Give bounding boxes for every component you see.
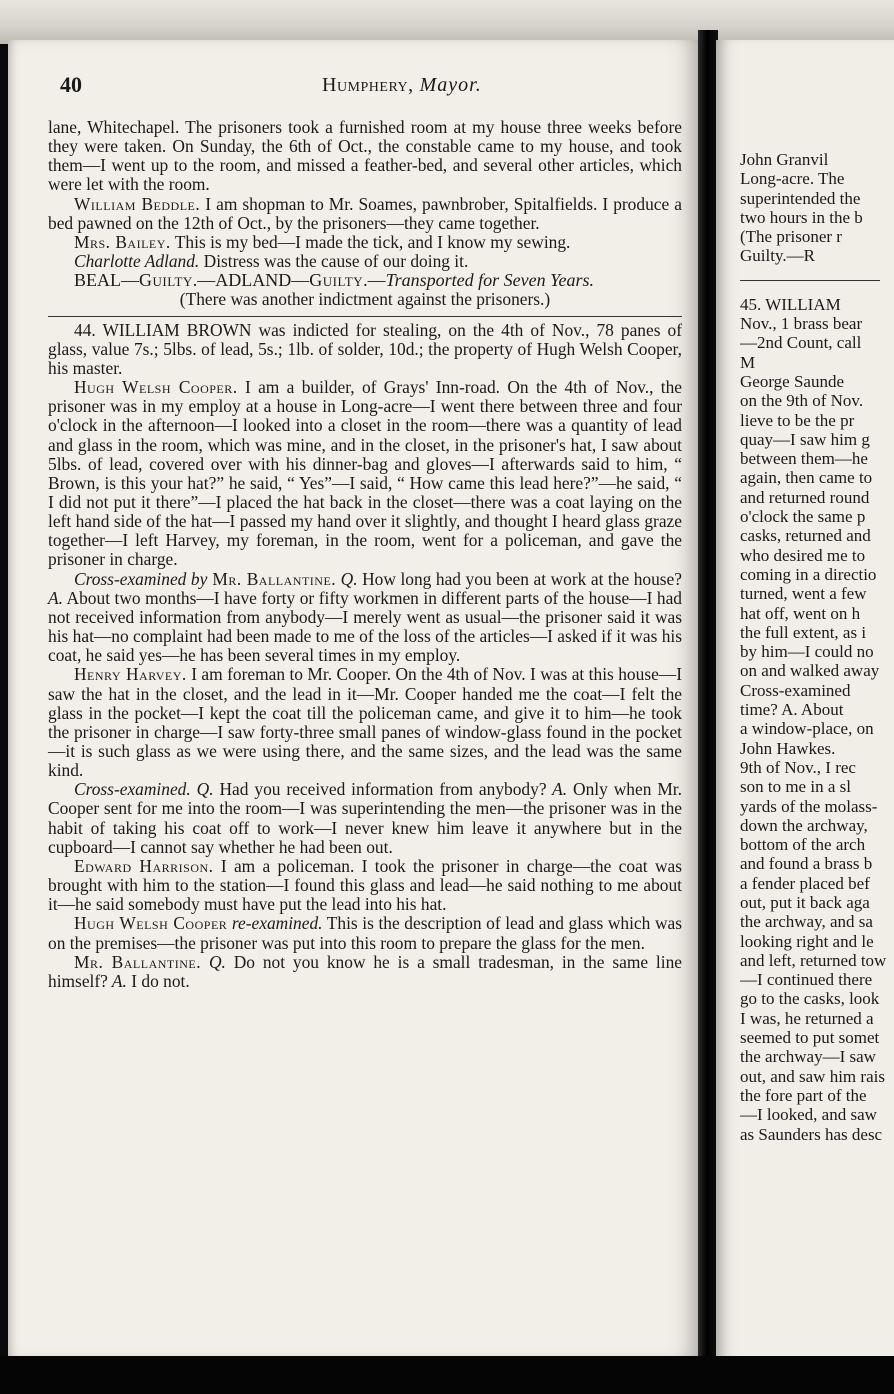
testimony-harrison: [48, 857, 682, 914]
right-line: John Hawkes.: [740, 738, 836, 758]
testimony-beddle: [48, 195, 682, 233]
right-line: (The prisoner r: [740, 227, 842, 247]
right-line: two hours in the b: [740, 207, 863, 227]
right-line: on and walked away: [740, 661, 880, 681]
right-line: I was, he returned a: [740, 1008, 874, 1028]
testimony-bailey: [48, 233, 682, 252]
right-line: the archway, and sa: [740, 912, 873, 932]
running-head-name: Humphery,: [322, 74, 414, 96]
right-line: go to the casks, look: [740, 989, 880, 1009]
witness-name: Hugh Welsh Cooper.: [74, 377, 238, 398]
question-marker: Q.: [190, 779, 214, 800]
right-line: George Saunde: [740, 371, 845, 391]
right-line: —I continued there: [740, 970, 873, 990]
testimony-text: I am a builder, of Grays' Inn-road. On the 4th of Nov., the prisoner was in my employ at a house in Long-acre—I went there between three and four o'clock in the afternoon—I looked into a closet in the room—there was a quantity of lead and glass in the room, which was mine, and in the closet, in the prisoner's hat, I saw about 5lbs. of lead, covered over with his dinner-bag and gloves—I afterwards said to him, “ Brown, is this your hat?” he said, “ Yes”—I said, “ How came this lead here?”—he said, “ I did not put it there”—I placed the hat back in the closet—there was a coat laying on the left hand side of the hat—I passed my hand over it slightly, and thought I heard glass graze together—I left Harvey, my foreman, in the room, went for a policeman, and gave the prisoner in charge.: [48, 377, 683, 570]
right-line: 9th of Nov., I rec: [740, 757, 856, 777]
running-head-title: Mayor.: [419, 74, 482, 96]
right-line: and left, returned tow: [740, 950, 887, 970]
question-marker: Q.: [336, 568, 358, 589]
right-line: time? A. About: [740, 700, 844, 720]
testimony-text: This is my bed—I made the tick, and I know my sewing.: [170, 231, 571, 252]
right-line: a window-place, on: [740, 719, 874, 739]
right-line: the fore part of the: [740, 1085, 867, 1105]
witness-name: Hugh Welsh Cooper: [74, 913, 228, 934]
right-line: and returned round: [740, 487, 870, 507]
re-examined-label: re-examined.: [227, 913, 323, 934]
left-column: [48, 118, 682, 991]
scan-top-edge: [0, 0, 894, 44]
right-line: lieve to be the pr: [740, 410, 855, 430]
right-line: seemed to put somet: [740, 1028, 880, 1048]
right-line: coming in a directio: [740, 564, 877, 584]
testimony-text: This is the description of lead and glass which was on the premises—the prisoner was put into this room to prepare the glass for the men.: [48, 913, 682, 953]
verdict: [48, 271, 682, 290]
verdict-note: (There was another indictment against the prisoners.): [179, 289, 551, 310]
re-examination-cooper: [48, 914, 682, 952]
right-line: as Saunders has desc: [740, 1124, 883, 1144]
right-line: again, then came to: [740, 468, 873, 488]
running-head: [322, 74, 482, 97]
right-line: out, and saw him rais: [740, 1066, 885, 1086]
right-line: looking right and le: [740, 931, 874, 951]
testimony-text: About two months—I have forty or fifty workmen in different parts of the house—I had not received information from anybody—I merely went as usual—the prisoner said it was his hat—no complaint had been made to me of the loss of the articles—I asked if it was his coat, he said yes—he has been several times in my employ.: [48, 587, 682, 666]
right-fragment-b: [740, 295, 894, 1144]
right-line: the archway—I saw: [740, 1047, 876, 1067]
verdict-part: .—ADLAND—: [192, 270, 310, 291]
question-ballantine: [48, 953, 682, 991]
witness-name: Mrs. Bailey.: [74, 231, 171, 252]
right-line: Cross-examined: [740, 680, 851, 700]
right-line: a fender placed bef: [740, 873, 870, 893]
right-line: superintended the: [740, 188, 861, 208]
page-number: 40: [60, 72, 82, 97]
testimony-text: I am shopman to Mr. Soames, pawnbrober, Spitalfields. I produce a bed pawned on the 12th of Oct., by the prisoners—they came together.: [48, 193, 682, 233]
scan-bottom-edge: [0, 1356, 894, 1394]
verdict-part: .—: [363, 270, 386, 291]
right-line: hat off, went on h: [740, 603, 861, 623]
right-line: 45. WILLIAM: [740, 294, 841, 314]
right-line: who desired me to: [740, 545, 866, 565]
right-line: between them—he: [740, 449, 868, 469]
answer-marker: A.: [48, 587, 63, 608]
answer-marker: A.: [107, 970, 127, 991]
right-line: quay—I saw him g: [740, 429, 870, 449]
case-heading-44: 44. WILLIAM BROWN was indicted for stealing, on the 4th of Nov., 78 panes of glass, value 7s.; 5lbs. of lead, 5s.; 1lb. of solder, 10d.; the property of Hugh Welsh Cooper, his master.: [48, 319, 682, 378]
testimony-text: Had you received information from anybody?: [213, 779, 547, 800]
right-line: o'clock the same p: [740, 507, 866, 527]
verdict-guilty: Guilty: [309, 270, 364, 291]
right-line: down the archway,: [740, 815, 868, 835]
right-line: Long-acre. The: [740, 169, 845, 189]
right-line: yards of the molass-: [740, 796, 878, 816]
testimony-text: I do not.: [126, 970, 190, 991]
testimony-text: Only when Mr. Cooper sent for me into the room—I was superintending the men—the prisoner was in the habit of taking his coat off to work—I never knew him leave it anywhere but in the cupboard—I cannot say whether he had been out.: [48, 779, 682, 857]
right-line: Guilty.—R: [740, 246, 815, 266]
right-line: on the 9th of Nov.: [740, 391, 864, 411]
cross-label: Cross-examined by: [74, 568, 208, 589]
right-line: the full extent, as i: [740, 622, 867, 642]
right-column-fragment: [740, 150, 894, 1144]
verdict-guilty: Guilty: [139, 270, 193, 291]
witness-name: Henry Harvey.: [74, 664, 187, 685]
testimony-text: I am foreman to Mr. Cooper. On the 4th of Nov. I was at this house—I saw the hat in the closet, and the lead in it—Mr. Cooper handed me the coat—I felt the glass in the pocket—I kept the coat till the policeman came, and give it to him—he took the prisoner in charge—I saw forty-three small panes of window-glass found in the pocket—it is such glass as we were using there, and the same sizes, and the lead was the same kind.: [48, 664, 682, 781]
right-line: out, put it back aga: [740, 892, 870, 912]
book-gutter: [698, 30, 718, 1370]
page-header: [52, 72, 672, 102]
cross-examination-cooper: [48, 570, 682, 666]
witness-name: William Beddle.: [74, 193, 201, 214]
right-line: bottom of the arch: [740, 835, 866, 855]
cross-examination-harvey: [48, 780, 682, 857]
right-line: son to me in a sl: [740, 777, 851, 797]
verdict-sentence: Transported for Seven Years.: [385, 270, 594, 291]
counsel-name: Mr. Ballantine.: [74, 951, 202, 972]
testimony-text: Distress was the cause of our doing it.: [199, 251, 469, 272]
right-line: —2nd Count, call: [740, 333, 862, 353]
right-line: M: [740, 352, 756, 372]
section-rule: [48, 316, 682, 317]
right-line: John Granvil: [740, 150, 829, 169]
answer-marker: A.: [546, 779, 568, 800]
testimony-cooper: [48, 378, 682, 570]
testimony-text: How long had you been at work at the house?: [357, 568, 682, 589]
question-marker: Q.: [201, 951, 226, 972]
right-fragment-a: [740, 150, 894, 266]
right-line: casks, returned and: [740, 526, 871, 546]
right-line: Nov., 1 brass bear: [740, 314, 863, 334]
right-line: by him—I could no: [740, 642, 874, 662]
verdict-part: BEAL—: [74, 270, 139, 291]
testimony-text: Do not you know he is a small tradesman, in the same line himself?: [48, 951, 683, 991]
right-line: —I looked, and saw: [740, 1105, 877, 1125]
right-line: turned, went a few: [740, 584, 867, 604]
witness-name: Edward Harrison.: [74, 855, 214, 876]
paragraph-continuation: lane, Whitechapel. The prisoners took a furnished room at my house three weeks before they were taken. On Sunday, the 6th of Oct., the constable came to my house, and took them—I went up to the room, and missed a feather-bed, and several other articles, which were let with the room.: [48, 117, 682, 195]
cross-label: Cross-examined.: [74, 779, 191, 800]
witness-name: Charlotte Adland.: [74, 251, 200, 272]
testimony-adland: [48, 252, 682, 271]
testimony-harvey: [48, 665, 682, 780]
testimony-text: I am a policeman. I took the prisoner in charge—the coat was brought with him to the station—I found this glass and lead—he said nothing to me about it—he said somebody must have put the lead into his hat.: [48, 855, 682, 915]
counsel-name: Mr. Ballantine.: [207, 568, 337, 589]
right-line: and found a brass b: [740, 854, 873, 874]
section-rule: [740, 280, 880, 281]
